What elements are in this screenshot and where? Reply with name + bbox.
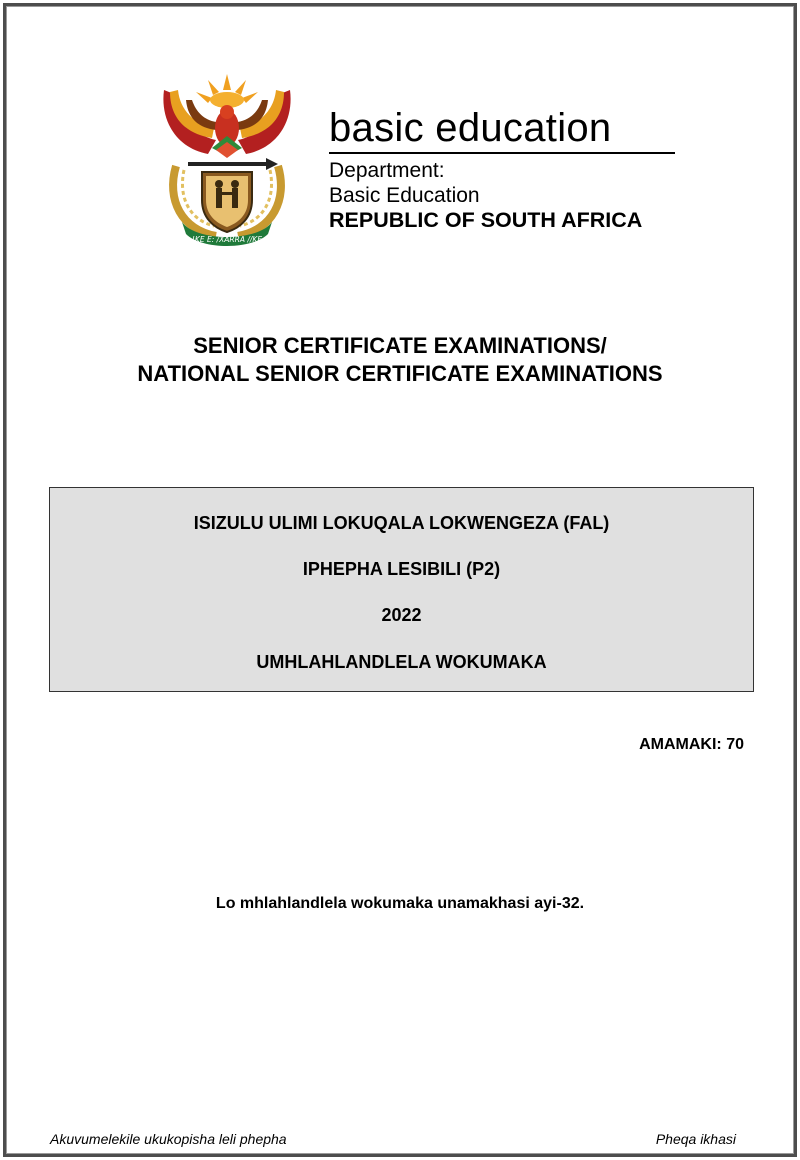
copyright-notice: Akuvumelekile ukukopisha leli phepha [50, 1131, 287, 1147]
svg-text:!KE E: /XARRA //KE: !KE E: /XARRA //KE [191, 235, 263, 244]
page-count-note: Lo mhlahlandlela wokumaka unamakhasi ayi-32. [215, 895, 585, 912]
exam-year: 2022 [381, 605, 422, 625]
total-marks: AMAMAKI: 70 [639, 736, 744, 753]
exam-title-line-1: SENIOR CERTIFICATE EXAMINATIONS/ [193, 333, 607, 358]
turn-page-note: Pheqa ikhasi [655, 1131, 736, 1147]
brand-title: basic education [329, 106, 612, 150]
document-type: UMHLAHLANDLELA WOKUMAKA [256, 652, 547, 672]
header-rule [329, 152, 675, 154]
exam-title [6, 332, 794, 388]
subject-box [49, 487, 754, 692]
exam-title-line-2: NATIONAL SENIOR CERTIFICATE EXAMINATIONS [137, 361, 663, 386]
dept-line-3: REPUBLIC OF SOUTH AFRICA [329, 208, 643, 232]
dept-line-1: Department: [329, 159, 445, 182]
page-frame [3, 3, 797, 1157]
subject-name: ISIZULU ULIMI LOKUQALA LOKWENGEZA (FAL) [193, 513, 610, 533]
coat-of-arms-icon [156, 70, 298, 248]
paper-number: IPHEPHA LESIBILI (P2) [302, 559, 501, 579]
dept-line-2: Basic Education [329, 184, 480, 207]
